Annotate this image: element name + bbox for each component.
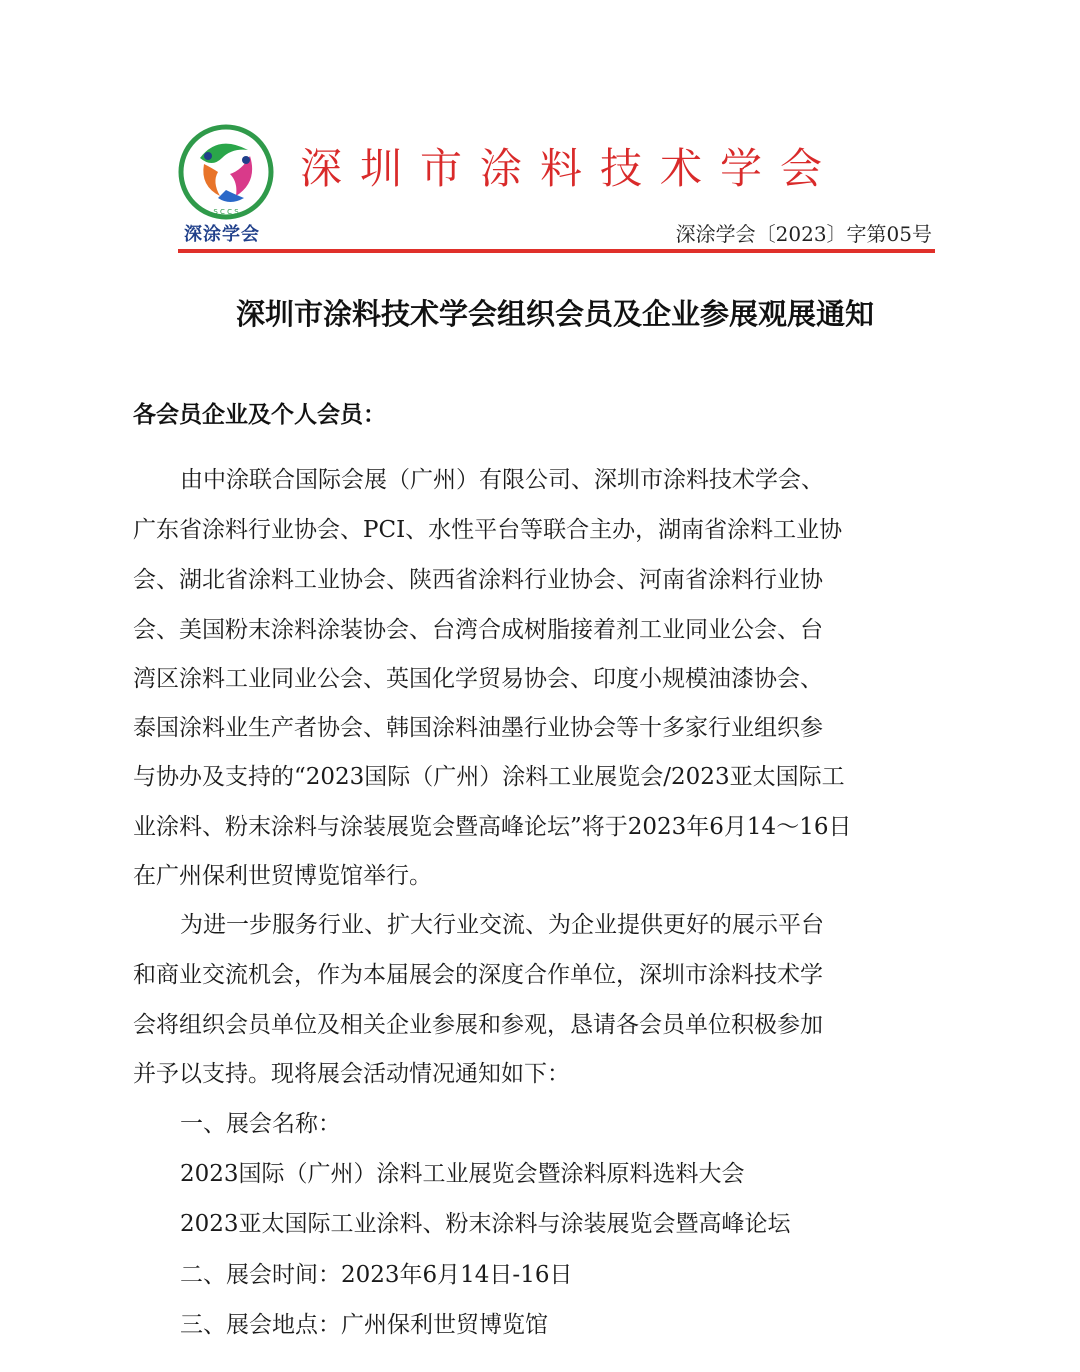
paragraph1-line: 会、美国粉末涂料涂装协会、台湾合成树脂接着剂工业同业公会、台 (133, 617, 823, 643)
paragraph1-line: 会、湖北省涂料工业协会、陕西省涂料行业协会、河南省涂料行业协 (133, 567, 823, 593)
notice-title: 深圳市涂料技术学会组织会员及企业参展观展通知 (235, 297, 874, 331)
exhibition-venue: 三、展会地点：广州保利世贸博览馆 (180, 1312, 548, 1338)
paragraph1-line: 业涂料、粉末涂料与涂装展览会暨高峰论坛”将于2023年6月14～16日 (133, 814, 852, 840)
society-logo (178, 124, 274, 220)
paragraph1-line: 湾区涂料工业同业公会、英国化学贸易协会、印度小规模油漆协会、 (133, 666, 823, 692)
paragraph1-line: 泰国涂料业生产者协会、韩国涂料油墨行业协会等十多家行业组织参 (133, 715, 823, 741)
exhibition-name: 2023亚太国际工业涂料、粉末涂料与涂装展览会暨高峰论坛 (180, 1211, 791, 1237)
paragraph1-line: 在广州保利世贸博览馆举行。 (133, 863, 432, 889)
salutation: 各会员企业及个人会员： (133, 402, 386, 428)
document-number: 深涂学会〔2023〕字第05号 (675, 222, 932, 246)
svg-text:S C C S: S C C S (213, 208, 239, 216)
exhibition-name: 2023国际（广州）涂料工业展览会暨涂料原料选料大会 (180, 1161, 745, 1187)
logo-text: 深涂学会 (184, 224, 260, 245)
red-divider (178, 249, 935, 253)
paragraph1-line: 广东省涂料行业协会、PCI、水性平台等联合主办，湖南省涂料工业协 (133, 517, 843, 543)
paragraph2-line: 为进一步服务行业、扩大行业交流、为企业提供更好的展示平台 (180, 912, 824, 938)
paragraph1-line: 由中涂联合国际会展（广州）有限公司、深圳市涂料技术学会、 (180, 467, 824, 493)
paragraph1-line: 与协办及支持的“2023国际（广州）涂料工业展览会/2023亚太国际工 (133, 764, 845, 790)
paragraph2-line: 并予以支持。现将展会活动情况通知如下： (133, 1061, 570, 1087)
organization-name: 深圳市涂料技术学会 (300, 144, 841, 193)
exhibition-time: 二、展会时间：2023年6月14日-16日 (180, 1262, 573, 1288)
section-heading: 一、展会名称： (180, 1111, 341, 1137)
paragraph2-line: 会将组织会员单位及相关企业参展和参观，恳请各会员单位积极参加 (133, 1012, 823, 1038)
paragraph2-line: 和商业交流机会，作为本届展会的深度合作单位，深圳市涂料技术学 (133, 962, 823, 988)
